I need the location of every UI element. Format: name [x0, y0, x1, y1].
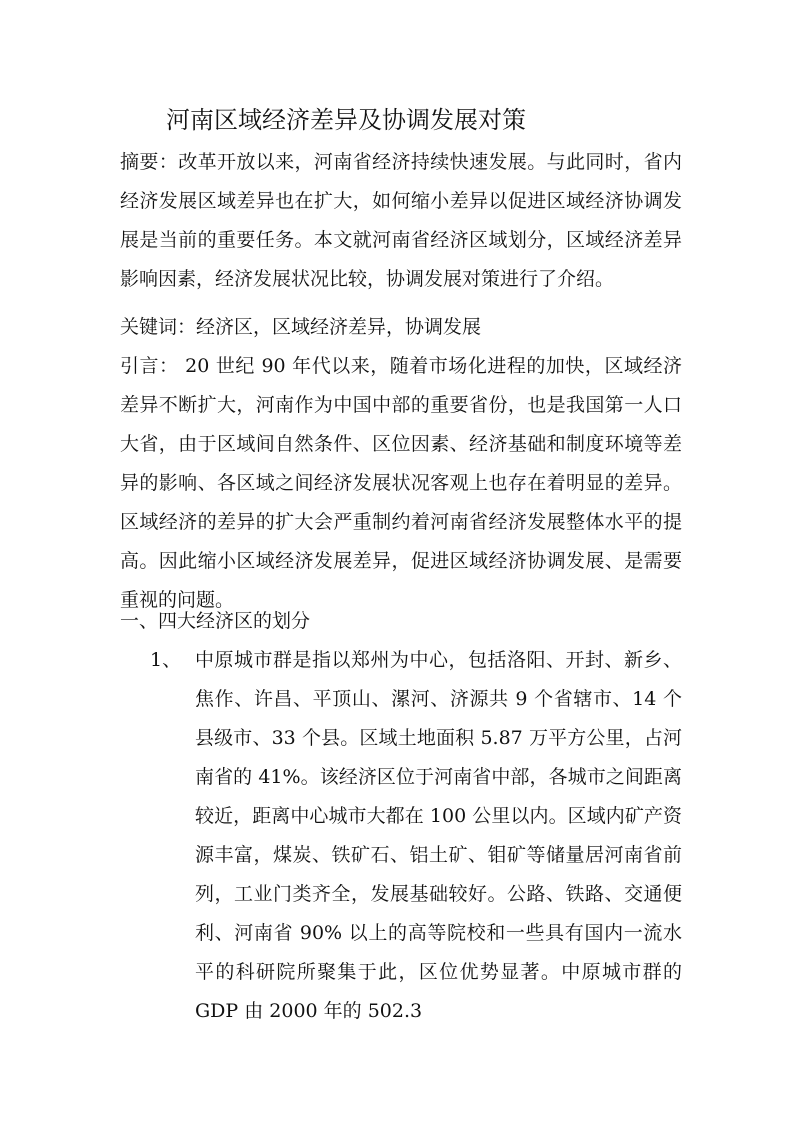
intro-text: 20 世纪 90 年代以来，随着市场化进程的加快，区域经济差异不断扩大，河南作为中国中部的重要省份，也是我国第一人口大省，由于区域间自然条件、区位因素、经济基础和制度环境等差异的影响、各区域之间经济发展状况客观上也存在着明显的差异。区域经济的差异的扩大会严重制约着河南省经济发展整体水平的提高。因此缩小区域经济发展差异，促进区域经济协调发展、是需要重视的问题。 [120, 355, 682, 611]
abstract-paragraph [120, 143, 682, 299]
list-item-number: 1、 [150, 649, 182, 671]
document-title: 河南区域经济差异及协调发展对策 [166, 106, 526, 134]
abstract-text: 改革开放以来，河南省经济持续快速发展。与此同时，省内经济发展区域差异也在扩大，如何缩小差异以促进区域经济协调发展是当前的重要任务。本文就河南省经济区域划分，区域经济差异影响因素，经济发展状况比较，协调发展对策进行了介绍。 [120, 151, 682, 290]
keywords-paragraph [120, 308, 682, 347]
list-item-text: 中原城市群是指以郑州为中心，包括洛阳、开封、新乡、焦作、许昌、平顶山、漯河、济源共 9 个省辖市、14 个县级市、33 个县。区域土地面积 5.87 万平方公里，占河南省的 41%。该经济区位于河南省中部，各城市之间距离较近，距离中心城市大都在 100 公里以内。区域内矿产资源丰富，煤炭、铁矿石、铝土矿、钼矿等储量居河南省前列，工业门类齐全，发展基础较好。公路、铁路、交通便利、河南省 90% 以上的高等院校和一些具有国内一流水平的科研院所聚集于此，区位优势显著。中原城市群的 GDP 由 2000 年的 502.3 [195, 649, 682, 1022]
section-heading [120, 602, 310, 641]
section-title: 四大经济区的划分 [158, 610, 311, 632]
keywords-label: 关键词： [120, 316, 197, 338]
abstract-label: 摘要： [120, 151, 179, 173]
intro-paragraph [120, 347, 682, 620]
intro-label: 引言： [120, 355, 179, 377]
section-number: 一、 [120, 610, 159, 632]
keywords-text: 经济区，区域经济差异，协调发展 [196, 316, 482, 338]
